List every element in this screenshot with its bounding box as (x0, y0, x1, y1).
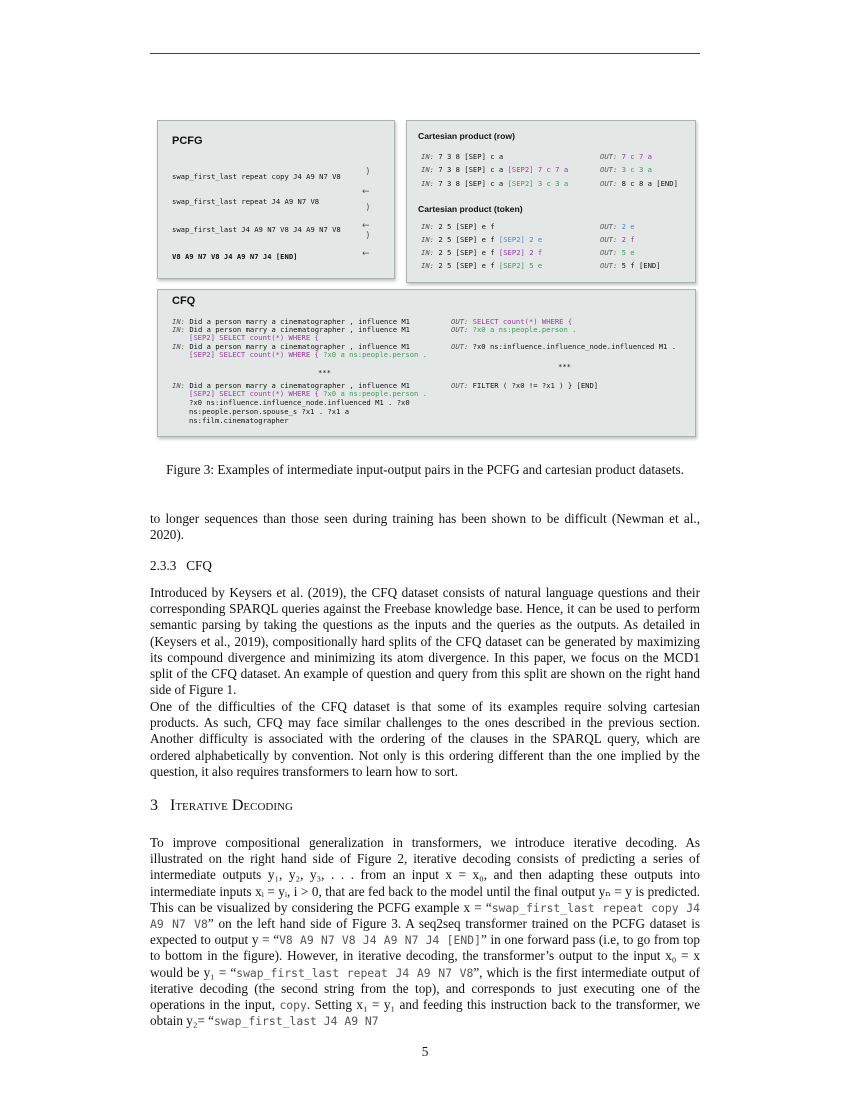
sep2-text: [SEP2] 2 e (498, 235, 543, 244)
curved-arrow-icon: ) (366, 167, 370, 177)
input-text: Did a person marry a cinematographer , influence M1 (189, 317, 411, 326)
cfq-output (451, 325, 577, 334)
out-label: OUT: (600, 222, 618, 231)
text-run: ” on the left hand side of Figure 3. A seq2seq transformer trained on the PCFG dataset is expected to output y = “ (150, 916, 700, 948)
text-run: ”, which is the first intermediate output of iterative decoding (the second string from the top), and corresponds to just executing one of the operations in the input, (150, 964, 700, 1013)
cartesian-token-input (421, 261, 542, 270)
cfq-input-sep2: [SEP2] SELECT count(*) WHERE { (189, 333, 319, 342)
cartesian-row-title: Cartesian product (row) (418, 131, 515, 141)
cartesian-row-output (600, 152, 652, 161)
sep2-text: [SEP2] 7 c 7 a (507, 165, 569, 174)
sep2-text: ?x0 a ns:people.person . (323, 389, 428, 398)
cartesian-row-input (421, 165, 568, 174)
cartesian-panel (406, 120, 696, 283)
out-label: OUT: (451, 317, 469, 326)
cartesian-row-input (421, 152, 503, 161)
cartesian-token-input (421, 248, 542, 257)
sep2-text: [SEP2] 3 c 3 a (507, 179, 569, 188)
cfq-input-cont: ns:film.cinematographer (189, 416, 289, 425)
input-text: Did a person marry a cinematographer , influence M1 (189, 325, 411, 334)
end-token: [END] (638, 261, 661, 270)
cartesian-row-input (421, 179, 568, 188)
output-text: FILTER ( ?x0 != ?x1 ) } [END] (472, 381, 599, 390)
output-text: 2 f (621, 235, 635, 244)
out-label: OUT: (451, 342, 469, 351)
ellipsis-dots: *** (558, 362, 571, 371)
pcfg-step: swap_first_last repeat J4 A9 N7 V8 (172, 197, 320, 206)
cfq-input-cont: ?x0 ns:influence.influence_node.influenced M1 . ?x0 (189, 398, 410, 407)
in-label: IN: (421, 179, 434, 188)
cartesian-token-output (600, 248, 635, 257)
input-text: 2 5 [SEP] e f (438, 261, 495, 270)
in-label: IN: (421, 165, 434, 174)
input-text: 2 5 [SEP] e f (438, 248, 495, 257)
sep2-text: [SEP2] SELECT count(*) WHERE { (189, 389, 319, 398)
input-text: 7 3 8 [SEP] c a (438, 179, 504, 188)
in-label: IN: (421, 152, 434, 161)
cartesian-token-output (600, 261, 661, 270)
output-text: 2 e (621, 222, 635, 231)
output-text: 5 e (621, 248, 635, 257)
cartesian-row-output (600, 179, 678, 188)
arrow-left-icon: ← (362, 187, 370, 197)
input-text: Did a person marry a cinematographer , influence M1 (189, 381, 411, 390)
cartesian-row-output (600, 165, 652, 174)
cfq-title: CFQ (172, 295, 196, 307)
out-label: OUT: (600, 165, 618, 174)
in-label: IN: (421, 235, 434, 244)
section-number: 3 (150, 797, 158, 814)
in-label: IN: (421, 248, 434, 257)
input-text: Did a person marry a cinematographer , influence M1 (189, 342, 411, 351)
cartesian-token-input (421, 222, 495, 231)
output-text: 5 f (621, 261, 635, 270)
sep2-text: ?x0 a ns:people.person . (323, 350, 428, 359)
cfq-output (451, 381, 598, 390)
code-run: copy (279, 998, 307, 1013)
header-rule (150, 53, 700, 54)
cartesian-token-input (421, 235, 542, 244)
out-label: OUT: (600, 235, 618, 244)
pcfg-panel (157, 120, 395, 279)
out-label: OUT: (600, 248, 618, 257)
input-text: 7 3 8 [SEP] c a (438, 165, 504, 174)
out-label: OUT: (600, 261, 618, 270)
code-run: swap_first_last J4 A9 N7 (214, 1014, 379, 1029)
sep2-text: [SEP2] 2 f (498, 248, 543, 257)
section-heading (150, 797, 293, 815)
out-label: OUT: (451, 381, 469, 390)
subsection-heading: 2.3.3 CFQ (150, 558, 212, 573)
cartesian-token-output (600, 222, 635, 231)
cfq-input-cont: ns:people.person.spouse_s ?x1 . ?x1 a (189, 407, 350, 416)
pcfg-title: PCFG (172, 135, 203, 147)
text-run: ” in one forward pass (i.e, to go from top to bottom in the figure). However, in iterative decoding, the transformer’s output to the input x₀ = x would be y₁ = “ (150, 932, 701, 980)
figure-caption: Figure 3: Examples of intermediate input-output pairs in the PCFG and cartesian product datasets. (166, 462, 684, 477)
cfq-panel (157, 289, 696, 437)
pcfg-step: swap_first_last J4 A9 N7 V8 J4 A9 N7 V8 (172, 225, 341, 234)
cfq-input-sep2 (189, 350, 427, 359)
page-number: 5 (421, 1044, 429, 1059)
ellipsis-dots: *** (318, 368, 331, 377)
paragraph: Introduced by Keysers et al. (2019), the CFQ dataset consists of natural language questions and their corresponding SPARQL queries against the Freebase knowledge base. Hence, it can be used to perform semantic parsing by taking the questions as the inputs and the queries as the outputs. As detailed in (Keysers et al., 2019), compositionally hard splits of the CFQ dataset can be generated by maximizing its compound divergence and minimizing its atom divergence. In this paper, we focus on the MCD1 split of the CFQ dataset. An example of question and query from this split are shown on the right hand side of Figure 1. (150, 585, 700, 698)
output-text: ?x0 a ns:people.person . (472, 325, 577, 334)
arrow-left-icon: ← (362, 221, 370, 231)
section-title: Iterative Decoding (170, 797, 293, 814)
code-run: swap_first_last repeat copy J4 A9 N7 V8 (150, 900, 701, 932)
cfq-output (451, 342, 676, 351)
out-label: OUT: (600, 152, 618, 161)
paragraph: One of the difficulties of the CFQ dataset is that some of its examples require solving cartesian products. As such, CFQ may face similar challenges to the ones described in the previous section. Another difficulty is associated with the ordering of the clauses in the SPARQL query, which are ordered alphabetically by convention. Not only is this ordering different than the one implied by the question, it also requires transformers to learn how to sort. (150, 699, 700, 779)
in-label: IN: (172, 317, 185, 326)
out-label: OUT: (451, 325, 469, 334)
curved-arrow-icon: ) (366, 203, 370, 213)
in-label: IN: (172, 342, 185, 351)
in-label: IN: (172, 325, 185, 334)
output-text: ?x0 ns:influence.influence_node.influenced M1 . (472, 342, 677, 351)
cartesian-token-output (600, 235, 635, 244)
output-text: 8 c 8 a (621, 179, 652, 188)
code-run: V8 A9 N7 V8 J4 A9 N7 J4 [END] (279, 933, 481, 948)
text-run: To improve compositional generalization in transformers, we introduce iterative decoding. As illustrated on the right hand side of Figure 2, iterative decoding consists of predicting a series of intermediate outputs y₁, y₂, y₃, . . . from an input x = x₀, and then adapting these outputs into intermediate inputs xᵢ = yᵢ, i > 0, that are fed back to the model until the final output yₙ = y is predicted. This can be visualized by considering the PCFG example x = “ (150, 835, 700, 915)
output-text: 3 c 3 a (621, 165, 652, 174)
sep2-text: [SEP2] SELECT count(*) WHERE { (189, 350, 319, 359)
end-token: [END] (656, 179, 678, 188)
paragraph (150, 835, 700, 1029)
cartesian-token-title: Cartesian product (token) (418, 204, 523, 214)
input-text: 2 5 [SEP] e f (438, 222, 495, 231)
code-run: swap_first_last repeat J4 A9 N7 V8 (236, 965, 474, 980)
in-label: IN: (421, 261, 434, 270)
input-text: 7 3 8 [SEP] c a (438, 152, 504, 161)
sep2-text: [SEP2] 5 e (498, 261, 543, 270)
text-run: . Setting x₁ = y₁ and feeding this instruction back to the transformer, we obtain y₂= “ (150, 997, 700, 1029)
arrow-left-icon: ← (362, 249, 370, 259)
output-text: SELECT count(*) WHERE { (472, 317, 573, 326)
pcfg-step: V8 A9 N7 V8 J4 A9 N7 J4 [END] (172, 252, 298, 261)
out-label: OUT: (600, 179, 618, 188)
cfq-input-sep2 (189, 389, 427, 398)
pcfg-step: swap_first_last repeat copy J4 A9 N7 V8 (172, 172, 341, 181)
in-label: IN: (172, 381, 185, 390)
output-text: 7 c 7 a (621, 152, 652, 161)
curved-arrow-icon: ) (366, 231, 370, 241)
input-text: 2 5 [SEP] e f (438, 235, 495, 244)
paragraph: to longer sequences than those seen during training has been shown to be difficult (Newman et al., 2020). (150, 511, 700, 543)
in-label: IN: (421, 222, 434, 231)
